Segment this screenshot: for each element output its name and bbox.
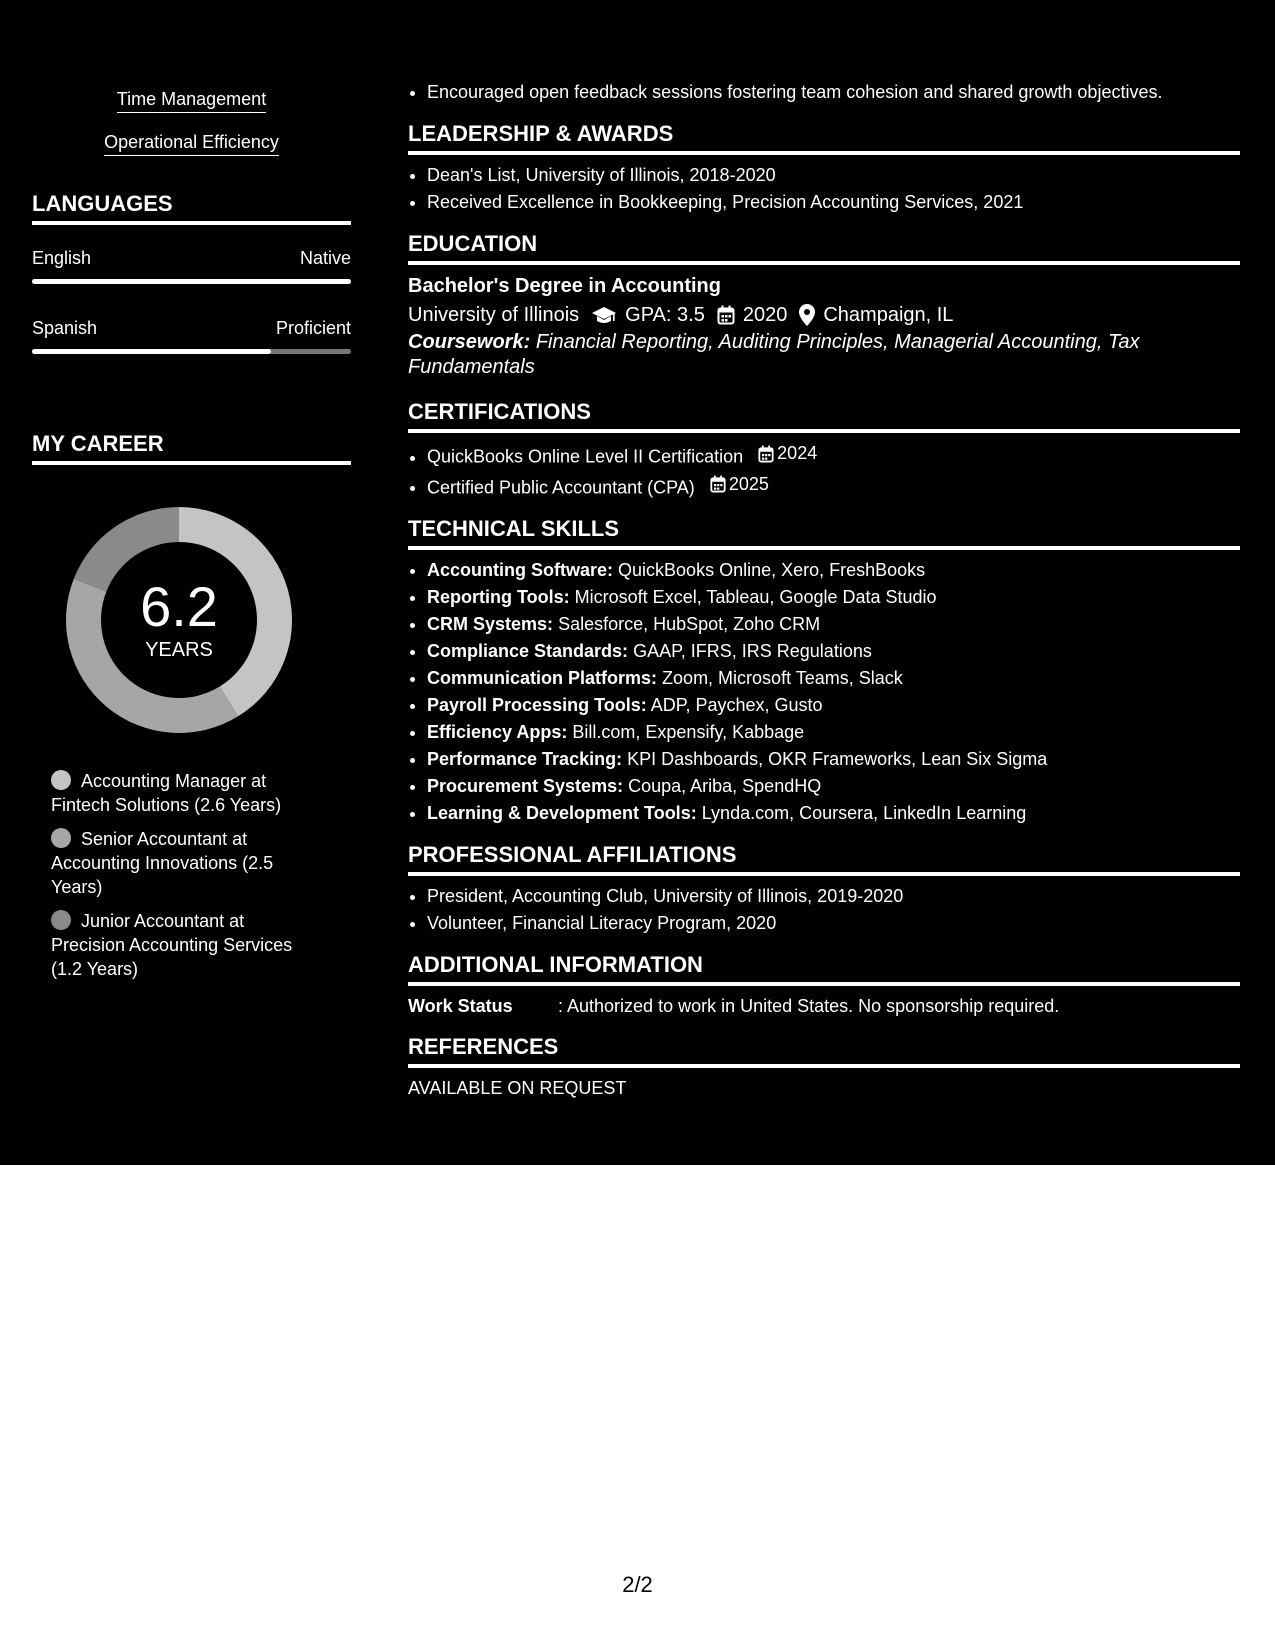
affiliation-item: • President, Accounting Club, University of Illinois, 2019-2020	[427, 883, 1240, 910]
affiliations-section	[408, 841, 1240, 937]
career-donut-chart	[64, 505, 294, 735]
additional-info-section	[408, 951, 1240, 1019]
calendar-icon	[710, 475, 726, 493]
work-status-label: Work Status	[408, 996, 513, 1016]
main-content	[408, 0, 1240, 1101]
leadership-section	[408, 120, 1240, 216]
technical-skill-item: • Efficiency Apps: Bill.com, Expensify, Kabbage	[427, 719, 1240, 746]
calendar-icon	[717, 305, 735, 325]
language-english	[32, 247, 351, 284]
language-level: Native	[299, 248, 351, 268]
work-status-value: : Authorized to work in United States. No sponsorship required.	[558, 996, 1060, 1016]
award-item: • Received Excellence in Bookkeeping, Precision Accounting Services, 2021	[427, 189, 1240, 216]
career-legend-item: Senior Accountant at Accounting Innovations (2.5 Years)	[51, 829, 274, 897]
certifications-heading: CERTIFICATIONS	[408, 398, 1240, 433]
degree-title: Bachelor's Degree in Accounting	[408, 275, 721, 297]
sidebar	[32, 0, 351, 991]
work-status-row	[408, 993, 1240, 1019]
coursework-list: Financial Reporting, Auditing Principles, Managerial Accounting, Tax Fundamentals	[408, 331, 1140, 378]
coursework	[408, 330, 1240, 380]
education-section	[408, 230, 1240, 380]
affiliations-heading: PROFESSIONAL AFFILIATIONS	[408, 841, 1240, 876]
language-bar-fill	[32, 279, 351, 284]
technical-skill-item: • Communication Platforms: Zoom, Microsoft Teams, Slack	[427, 665, 1240, 692]
certification-item: • QuickBooks Online Level II Certification 2024	[427, 440, 1240, 471]
technical-skill-item: • Performance Tracking: KPI Dashboards, OKR Frameworks, Lean Six Sigma	[427, 746, 1240, 773]
references-text: AVAILABLE ON REQUEST	[408, 1078, 627, 1098]
legend-dot-icon	[51, 910, 71, 930]
languages-heading: LANGUAGES	[32, 190, 351, 225]
legend-dot-icon	[51, 828, 71, 848]
certification-year: 2024	[777, 443, 818, 463]
language-bar	[32, 279, 351, 284]
school-name: University of Illinois	[408, 304, 580, 326]
skill-item: Operational Efficiency	[32, 131, 351, 156]
experience-bullet: • Encouraged open feedback sessions fostering team cohesion and shared growth objectives.	[427, 79, 1240, 106]
technical-skill-item: • Reporting Tools: Microsoft Excel, Tableau, Google Data Studio	[427, 584, 1240, 611]
additional-info-heading: ADDITIONAL INFORMATION	[408, 951, 1240, 986]
career-legend-item: Accounting Manager at Fintech Solutions (2.6 Years)	[51, 771, 282, 815]
career-total-years: 6.2	[140, 575, 218, 638]
legend-dot-icon	[51, 770, 71, 790]
language-name: Spanish	[32, 318, 98, 338]
education-heading: EDUCATION	[408, 230, 1240, 265]
language-level: Proficient	[275, 318, 351, 338]
graduation-year: 2020	[742, 304, 788, 326]
experience-bullets	[408, 79, 1240, 106]
leadership-heading: LEADERSHIP & AWARDS	[408, 120, 1240, 155]
coursework-label: Coursework:	[408, 331, 531, 353]
skill-item: Time Management	[32, 88, 351, 113]
gpa: GPA: 3.5	[625, 304, 705, 326]
certifications-section	[408, 398, 1240, 501]
career-legend-item: Junior Accountant at Precision Accounting Services (1.2 Years)	[51, 911, 293, 979]
certification-item: • Certified Public Accountant (CPA) 2025	[427, 471, 1240, 502]
references-section	[408, 1033, 1240, 1101]
language-name: English	[32, 248, 92, 268]
page-number: 2/2	[622, 1572, 653, 1597]
technical-skill-item: • CRM Systems: Salesforce, HubSpot, Zoho CRM	[427, 611, 1240, 638]
technical-skill-item: • Learning & Development Tools: Lynda.com, Coursera, LinkedIn Learning	[427, 800, 1240, 827]
affiliation-item: • Volunteer, Financial Literacy Program, 2020	[427, 910, 1240, 937]
career-legend	[51, 769, 321, 981]
technical-skill-item: • Payroll Processing Tools: ADP, Paychex, Gusto	[427, 692, 1240, 719]
school-location: Champaign, IL	[823, 304, 954, 326]
language-bar	[32, 349, 351, 354]
references-heading: REFERENCES	[408, 1033, 1240, 1068]
technical-skill-item: • Accounting Software: QuickBooks Online, Xero, FreshBooks	[427, 557, 1240, 584]
education-details	[408, 300, 1240, 330]
location-pin-icon	[799, 304, 815, 326]
career-total-unit: YEARS	[145, 639, 213, 661]
certification-year: 2025	[728, 473, 769, 494]
skill-list	[32, 88, 351, 156]
language-spanish	[32, 317, 351, 354]
career-heading: MY CAREER	[32, 430, 351, 465]
language-bar-fill	[32, 349, 271, 354]
calendar-icon	[758, 445, 774, 463]
technical-skill-item: • Compliance Standards: GAAP, IFRS, IRS Regulations	[427, 638, 1240, 665]
technical-skills-heading: TECHNICAL SKILLS	[408, 515, 1240, 550]
graduation-cap-icon	[591, 305, 617, 325]
technical-skills-section	[408, 515, 1240, 827]
technical-skill-item: • Procurement Systems: Coupa, Ariba, SpendHQ	[427, 773, 1240, 800]
award-item: • Dean's List, University of Illinois, 2018-2020	[427, 162, 1240, 189]
